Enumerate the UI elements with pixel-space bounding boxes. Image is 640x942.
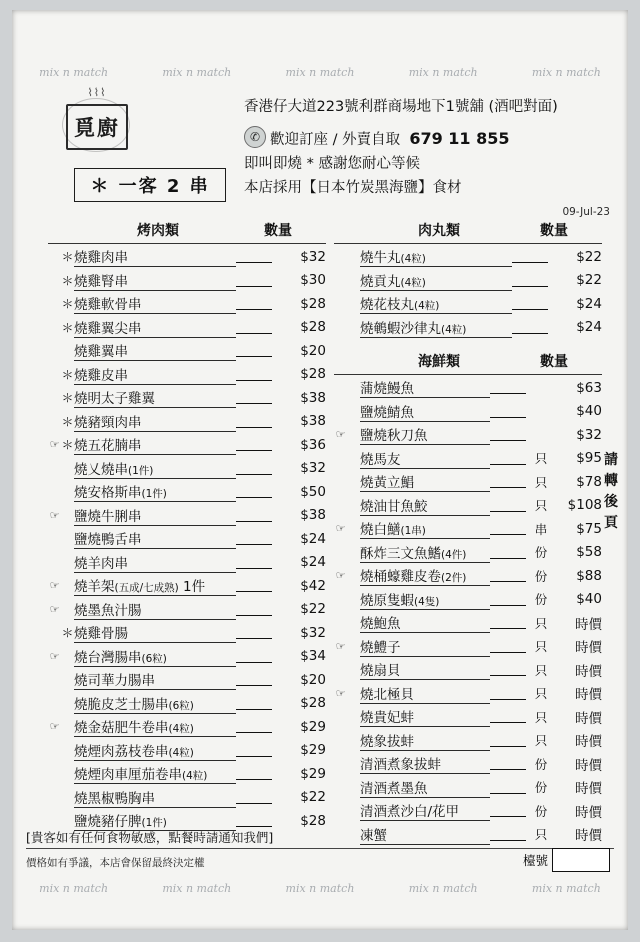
menu-item-row[interactable] <box>334 752 602 776</box>
section-header-balls <box>334 220 602 240</box>
divider <box>48 243 326 244</box>
allergy-note: [貴客如有任何食物敏感，點餐時請通知我們] <box>26 830 274 845</box>
menu-item-price: $95 <box>576 450 602 467</box>
quantity-write-in[interactable] <box>490 403 526 418</box>
menu-item-name: 燒台灣腸串(6粒) <box>74 646 236 667</box>
quantity-write-in[interactable] <box>512 272 548 287</box>
restaurant-logo <box>60 88 134 150</box>
menu-item-unit: 只 <box>534 639 548 655</box>
quantity-write-in[interactable] <box>236 671 272 686</box>
menu-item-row[interactable] <box>334 799 602 823</box>
menu-item-unit: 份 <box>534 780 548 796</box>
menu-item-row[interactable] <box>48 316 326 340</box>
quantity-write-in[interactable] <box>490 755 526 770</box>
star-marker-icon: ＊ <box>61 626 74 641</box>
grill-item-list <box>48 245 326 833</box>
menu-item-price: $28 <box>300 695 326 712</box>
qty-header: 數量 <box>540 354 568 370</box>
menu-item-row[interactable] <box>48 292 326 316</box>
menu-item-name: 燒雞肉串 <box>74 246 236 267</box>
menu-item-name: 燒鵪蝦沙律丸(4粒) <box>360 317 512 338</box>
menu-item-row[interactable] <box>334 611 602 635</box>
pointing-hand-icon: ☞ <box>49 438 60 452</box>
menu-item-row[interactable] <box>48 551 326 575</box>
menu-item-name: 燒原隻蝦(4隻) <box>360 589 490 610</box>
quantity-write-in[interactable] <box>236 295 272 310</box>
rights-note: 價格如有爭議，本店會保留最終決定權 <box>26 857 205 869</box>
menu-item-row[interactable] <box>334 400 602 424</box>
menu-item-name: 燒牛丸(4粒) <box>360 246 512 267</box>
menu-item-name: 燒煙肉荔枝卷串(4粒) <box>74 740 236 761</box>
phone-number: 679 11 855 <box>409 129 510 148</box>
menu-item-price: 時價 <box>575 734 602 751</box>
section-title: 烤肉類 <box>137 223 179 239</box>
quantity-write-in[interactable] <box>512 295 548 310</box>
menu-item-name: 燒羊肉串 <box>74 552 236 573</box>
quantity-write-in[interactable] <box>236 507 272 522</box>
watermark: mix n match <box>531 882 601 895</box>
menu-item-name: 燒北極貝 <box>360 683 490 704</box>
menu-item-row[interactable] <box>334 776 602 800</box>
menu-item-name: 燒脆皮芝士腸串(6粒) <box>74 693 236 714</box>
divider <box>334 243 602 244</box>
menu-item-name: 燒雞腎串 <box>74 270 236 291</box>
watermark: mix n match <box>408 66 478 79</box>
quantity-write-in[interactable] <box>490 591 526 606</box>
watermark: mix n match <box>531 66 601 79</box>
menu-item-name: 清酒煮墨魚 <box>360 777 490 798</box>
menu-item-price: 時價 <box>575 781 602 798</box>
pointing-hand-icon: ☞ <box>335 686 346 700</box>
menu-item-name: 燒鱧子 <box>360 636 490 657</box>
star-marker-icon: ＊ <box>61 273 74 288</box>
menu-item-unit: 只 <box>534 827 548 843</box>
menu-item-row[interactable] <box>334 245 602 269</box>
menu-item-price: 時價 <box>575 687 602 704</box>
menu-item-price: $30 <box>300 272 326 289</box>
seafood-item-list <box>334 376 602 846</box>
menu-item-row[interactable] <box>48 480 326 504</box>
quantity-write-in[interactable] <box>236 460 272 475</box>
quantity-write-in[interactable] <box>490 708 526 723</box>
menu-item-name: 燒雞翼串 <box>74 340 236 361</box>
left-column <box>48 220 326 833</box>
menu-item-row[interactable] <box>48 715 326 739</box>
pointing-hand-icon: ☞ <box>335 428 346 442</box>
menu-item-row[interactable] <box>48 692 326 716</box>
quantity-write-in[interactable] <box>236 624 272 639</box>
menu-item-unit: 份 <box>534 568 548 584</box>
menu-item-price: $63 <box>576 379 602 396</box>
quantity-write-in[interactable] <box>490 473 526 488</box>
menu-item-price: $29 <box>300 742 326 759</box>
menu-item-row[interactable] <box>334 269 602 293</box>
divider <box>334 374 602 375</box>
menu-item-price: $58 <box>576 544 602 561</box>
menu-item-name: 燒司華力腸串 <box>74 669 236 690</box>
menu-item-row[interactable] <box>334 423 602 447</box>
menu-item-row[interactable] <box>334 447 602 471</box>
menu-item-name: 鹽燒豬仔脾(1件) <box>74 810 236 831</box>
menu-item-name: 燒黑椒鴨胸串 <box>74 787 236 808</box>
menu-item-name: 燒羊架(五成/七成熟) 1件 <box>74 575 236 596</box>
menu-item-unit: 只 <box>534 686 548 702</box>
watermark: mix n match <box>285 882 355 895</box>
menu-item-row[interactable] <box>48 410 326 434</box>
menu-item-name: 燒桶蠔雞皮卷(2件) <box>360 565 490 586</box>
qty-header: 數量 <box>264 223 292 239</box>
menu-item-unit: 串 <box>534 521 548 537</box>
quantity-write-in[interactable] <box>490 497 526 512</box>
smoke-icon: ⌇⌇⌇ <box>87 86 107 99</box>
menu-item-price: $38 <box>300 507 326 524</box>
menu-item-unit: 只 <box>534 474 548 490</box>
quantity-write-in[interactable] <box>490 379 526 394</box>
menu-item-name: 燒扇貝 <box>360 659 490 680</box>
menu-item-unit: 只 <box>534 451 548 467</box>
quantity-write-in[interactable] <box>236 648 272 663</box>
quantity-write-in[interactable] <box>236 718 272 733</box>
menu-item-name: 燒鮑魚 <box>360 612 490 633</box>
menu-item-name: 燒雞皮串 <box>74 364 236 385</box>
quantity-write-in[interactable] <box>236 248 272 263</box>
menu-item-unit: 份 <box>534 592 548 608</box>
menu-item-row[interactable] <box>48 433 326 457</box>
menu-item-row[interactable] <box>48 645 326 669</box>
pointing-hand-icon: ☞ <box>335 522 346 536</box>
menu-item-price: $24 <box>300 530 326 547</box>
menu-item-row[interactable] <box>334 729 602 753</box>
watermark: mix n match <box>408 882 478 895</box>
menu-item-unit: 只 <box>534 498 548 514</box>
menu-date: 09-Jul-23 <box>562 206 610 218</box>
menu-item-price: $40 <box>576 591 602 608</box>
menu-item-price: 時價 <box>575 616 602 633</box>
menu-item-name: 凍蟹 <box>360 824 490 845</box>
quantity-write-in[interactable] <box>490 426 526 441</box>
menu-item-unit: 只 <box>534 733 548 749</box>
ingredient-note: 本店採用【日本竹炭黑海鹽】食材 <box>244 180 462 196</box>
menu-item-name: 燒安格斯串(1件) <box>74 481 236 502</box>
star-marker-icon: ＊ <box>61 438 74 453</box>
menu-item-name: 燒黃立鯧 <box>360 471 490 492</box>
table-number-label: 檯號 <box>522 853 548 868</box>
pointing-hand-icon: ☞ <box>335 639 346 653</box>
menu-item-row[interactable] <box>48 668 326 692</box>
menu-item-name: 燒煙肉車厘茄卷串(4粒) <box>74 763 236 784</box>
menu-item-name: 燒象拔蚌 <box>360 730 490 751</box>
menu-item-name: 鹽燒鯖魚 <box>360 401 490 422</box>
watermark: mix n match <box>162 66 232 79</box>
menu-item-name: 蒲燒鰻魚 <box>360 377 490 398</box>
quantity-write-in[interactable] <box>512 319 548 334</box>
quantity-write-in[interactable] <box>490 802 526 817</box>
menu-item-unit: 只 <box>534 615 548 631</box>
menu-item-name: 燒豬頸肉串 <box>74 411 236 432</box>
menu-item-row[interactable] <box>48 457 326 481</box>
quantity-write-in[interactable] <box>512 248 548 263</box>
address-line: 香港仔大道223號利群商場地下1號舖 (酒吧對面) <box>244 99 558 115</box>
menu-item-price: $50 <box>300 483 326 500</box>
menu-item-price: $32 <box>576 426 602 443</box>
watermark: mix n match <box>162 882 232 895</box>
quantity-write-in[interactable] <box>236 530 272 545</box>
menu-item-price: $36 <box>300 436 326 453</box>
menu-item-price: $32 <box>300 460 326 477</box>
menu-item-row[interactable] <box>334 470 602 494</box>
menu-item-row[interactable] <box>334 564 602 588</box>
quantity-write-in[interactable] <box>490 614 526 629</box>
menu-item-row[interactable] <box>48 598 326 622</box>
menu-sheet <box>12 10 628 930</box>
star-marker-icon: ＊ <box>61 320 74 335</box>
quantity-write-in[interactable] <box>490 732 526 747</box>
menu-item-name: 清酒煮沙白/花甲 <box>360 800 490 821</box>
menu-item-price: $29 <box>300 718 326 735</box>
menu-item-name: 燒馬友 <box>360 448 490 469</box>
menu-item-price: $38 <box>300 413 326 430</box>
menu-item-name: 燒墨魚汁腸 <box>74 599 236 620</box>
pointing-hand-icon: ☞ <box>49 720 60 734</box>
menu-item-row[interactable] <box>48 574 326 598</box>
quantity-write-in[interactable] <box>490 450 526 465</box>
menu-item-row[interactable] <box>334 588 602 612</box>
menu-item-unit: 份 <box>534 545 548 561</box>
logo-text: 覓廚 <box>66 104 128 150</box>
menu-item-name: 燒乂燒串(1件) <box>74 458 236 479</box>
menu-item-price: $29 <box>300 765 326 782</box>
menu-item-name: 鹽燒秋刀魚 <box>360 424 490 445</box>
quantity-write-in[interactable] <box>236 366 272 381</box>
menu-item-unit: 只 <box>534 709 548 725</box>
pointing-hand-icon: ☞ <box>49 579 60 593</box>
menu-item-price: $40 <box>576 403 602 420</box>
menu-item-price: $32 <box>300 248 326 265</box>
menu-item-price: $24 <box>576 295 602 312</box>
quantity-write-in[interactable] <box>236 765 272 780</box>
section-title: 海鮮類 <box>418 354 460 370</box>
menu-item-name: 燒油甘魚鮫 <box>360 495 490 516</box>
menu-item-price: $20 <box>300 342 326 359</box>
menu-item-row[interactable] <box>334 635 602 659</box>
quantity-write-in[interactable] <box>236 695 272 710</box>
watermark-row-top <box>12 66 628 79</box>
menu-item-price: $78 <box>576 473 602 490</box>
watermark: mix n match <box>39 66 109 79</box>
quantity-write-in[interactable] <box>490 826 526 841</box>
menu-item-name: 清酒煮象拔蚌 <box>360 753 490 774</box>
star-marker-icon: ＊ <box>61 414 74 429</box>
quantity-write-in[interactable] <box>236 789 272 804</box>
menu-item-price: $42 <box>300 577 326 594</box>
menu-item-row[interactable] <box>48 527 326 551</box>
menu-item-price: 時價 <box>575 757 602 774</box>
star-marker-icon: ＊ <box>61 250 74 265</box>
menu-item-price: $22 <box>300 789 326 806</box>
menu-item-price: 時價 <box>575 804 602 821</box>
menu-item-name: 酥炸三文魚鰭(4件) <box>360 542 490 563</box>
ball-item-list <box>334 245 602 339</box>
quantity-write-in[interactable] <box>236 342 272 357</box>
star-marker-icon: ＊ <box>61 297 74 312</box>
skewer-note: ＊ 一客 2 串 <box>74 168 226 202</box>
menu-item-name: 燒雞翼尖串 <box>74 317 236 338</box>
watermark: mix n match <box>285 66 355 79</box>
section-header-seafood <box>334 351 602 371</box>
menu-item-row[interactable] <box>48 786 326 810</box>
menu-item-price: $28 <box>300 812 326 829</box>
star-marker-icon: ＊ <box>61 367 74 382</box>
menu-item-price: $32 <box>300 624 326 641</box>
menu-item-row[interactable] <box>334 705 602 729</box>
menu-item-unit: 只 <box>534 662 548 678</box>
menu-item-price: $28 <box>300 295 326 312</box>
menu-item-row[interactable] <box>334 494 602 518</box>
quantity-write-in[interactable] <box>236 742 272 757</box>
right-column <box>334 220 602 846</box>
quantity-write-in[interactable] <box>490 779 526 794</box>
menu-item-row[interactable] <box>48 739 326 763</box>
menu-item-name: 燒雞骨腸 <box>74 622 236 643</box>
menu-item-price: $88 <box>576 567 602 584</box>
turn-page-note: 請 轉 後 頁 <box>604 452 618 531</box>
menu-item-name: 燒金菇肥牛卷串(4粒) <box>74 716 236 737</box>
menu-item-unit: 份 <box>534 756 548 772</box>
quantity-write-in[interactable] <box>236 436 272 451</box>
menu-item-price: $34 <box>300 648 326 665</box>
pointing-hand-icon: ☞ <box>49 602 60 616</box>
menu-item-price: $38 <box>300 389 326 406</box>
order-line <box>270 128 510 149</box>
menu-item-row[interactable] <box>48 621 326 645</box>
quantity-write-in[interactable] <box>490 638 526 653</box>
whatsapp-icon: ✆ <box>244 126 266 148</box>
quantity-write-in[interactable] <box>236 812 272 827</box>
menu-item-price: 時價 <box>575 663 602 680</box>
menu-item-row[interactable] <box>334 682 602 706</box>
menu-item-price: $75 <box>576 520 602 537</box>
menu-item-row[interactable] <box>334 376 602 400</box>
menu-item-name: 燒明太子雞翼 <box>74 387 236 408</box>
table-number-box[interactable] <box>552 848 610 872</box>
menu-item-row[interactable] <box>334 517 602 541</box>
quantity-write-in[interactable] <box>236 577 272 592</box>
quantity-write-in[interactable] <box>236 389 272 404</box>
menu-item-price: $28 <box>300 319 326 336</box>
menu-item-price: 時價 <box>575 640 602 657</box>
quantity-write-in[interactable] <box>490 520 526 535</box>
menu-item-name: 燒雞軟骨串 <box>74 293 236 314</box>
menu-item-price: $22 <box>576 272 602 289</box>
star-marker-icon: ＊ <box>61 391 74 406</box>
menu-item-row[interactable] <box>48 504 326 528</box>
section-header-grill <box>48 220 326 240</box>
section-title: 肉丸類 <box>418 223 460 239</box>
menu-item-row[interactable] <box>334 292 602 316</box>
menu-item-price: $24 <box>300 554 326 571</box>
quantity-write-in[interactable] <box>236 272 272 287</box>
menu-item-name: 燒五花腩串 <box>74 434 236 455</box>
menu-item-name: 燒白鱔(1串) <box>360 518 490 539</box>
quantity-write-in[interactable] <box>236 601 272 616</box>
order-line-label: 歡迎訂座 / 外賣自取 <box>270 132 401 148</box>
menu-item-row[interactable] <box>334 658 602 682</box>
quantity-write-in[interactable] <box>236 554 272 569</box>
menu-item-row[interactable] <box>48 269 326 293</box>
menu-item-price: 時價 <box>575 828 602 845</box>
menu-item-row[interactable] <box>48 762 326 786</box>
menu-item-name: 燒貴妃蚌 <box>360 706 490 727</box>
pointing-hand-icon: ☞ <box>49 508 60 522</box>
menu-item-price: $28 <box>300 366 326 383</box>
watermark-row-bottom <box>12 882 628 895</box>
quantity-write-in[interactable] <box>490 544 526 559</box>
menu-item-row[interactable] <box>48 363 326 387</box>
menu-item-row[interactable] <box>334 541 602 565</box>
quantity-write-in[interactable] <box>236 483 272 498</box>
menu-item-price: $22 <box>576 248 602 265</box>
quantity-write-in[interactable] <box>490 661 526 676</box>
qty-header: 數量 <box>540 223 568 239</box>
watermark: mix n match <box>39 882 109 895</box>
table-number-field[interactable] <box>523 848 610 872</box>
quantity-write-in[interactable] <box>490 567 526 582</box>
menu-item-name: 鹽燒鴨舌串 <box>74 528 236 549</box>
quantity-write-in[interactable] <box>236 319 272 334</box>
pointing-hand-icon: ☞ <box>335 569 346 583</box>
menu-item-price: 時價 <box>575 710 602 727</box>
menu-item-unit: 份 <box>534 803 548 819</box>
menu-item-name: 鹽燒牛脷串 <box>74 505 236 526</box>
menu-item-row[interactable] <box>48 339 326 363</box>
menu-item-price: $20 <box>300 671 326 688</box>
quantity-write-in[interactable] <box>490 685 526 700</box>
quantity-write-in[interactable] <box>236 413 272 428</box>
menu-item-price: $108 <box>567 497 602 514</box>
menu-item-row[interactable] <box>334 823 602 847</box>
service-note: 即叫即燒 * 感謝您耐心等候 <box>244 156 420 172</box>
menu-item-name: 燒貢丸(4粒) <box>360 270 512 291</box>
menu-item-row[interactable] <box>48 386 326 410</box>
menu-item-name: 燒花枝丸(4粒) <box>360 293 512 314</box>
menu-item-price: $22 <box>300 601 326 618</box>
menu-item-row[interactable] <box>48 245 326 269</box>
menu-item-row[interactable] <box>334 316 602 340</box>
pointing-hand-icon: ☞ <box>49 649 60 663</box>
menu-item-price: $24 <box>576 319 602 336</box>
